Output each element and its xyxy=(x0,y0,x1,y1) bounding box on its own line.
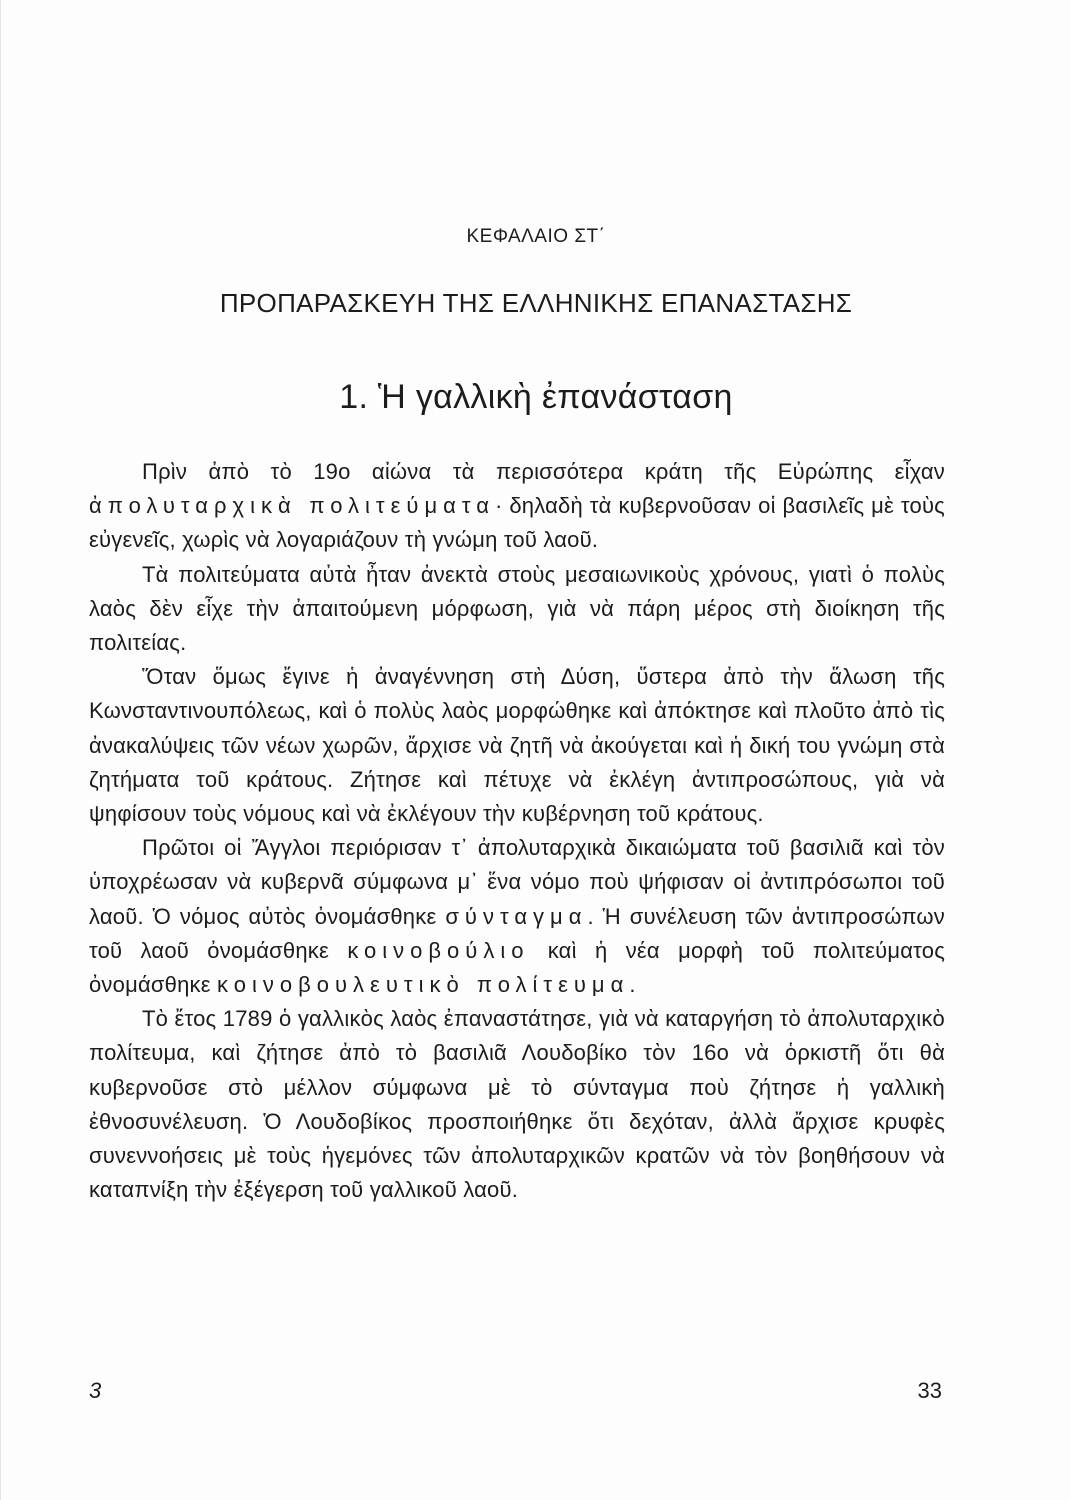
page-number: 33 xyxy=(917,1378,942,1403)
paragraph-3: Ὅταν ὅμως ἔγινε ἡ ἀναγέννηση στὴ Δύση, ὕστερα ἀπὸ τὴν ἅλωση τῆς Κωνσταντινουπόλεως, καὶ ὁ πολὺς λαὸς μορφώθηκε καὶ ἀπόκτησε καὶ πλοῦτο ἀπὸ τὶς ἀνακαλύψεις τῶν νέων χωρῶν, ἄρχισε νὰ ζητῆ νὰ ἀκούγεται καὶ ἡ δική του γνώμη στὰ ζητήματα τοῦ κράτους. Ζήτησε καὶ πέτυχε νὰ ἐκλέγη ἀντιπροσώπους, γιὰ νὰ ψηφίσουν τοὺς νόμους καὶ νὰ ἐκλέγουν τὴν κυβέρνηση τοῦ κράτους. xyxy=(89,664,945,827)
paragraph-1-text-a: Πρὶν ἀπὸ τὸ 19ο αἰώνα τὰ περισσότερα κράτη τῆς Εὐρώπης εἶχαν xyxy=(142,459,945,484)
paragraph-4-text-g: . xyxy=(629,972,636,998)
emphasis-absolutist-regimes: ἀπολυταρχικὰ πολιτεύματα xyxy=(89,493,495,519)
paragraph-2: Τὰ πολιτεύματα αὐτὰ ἦταν ἀνεκτὰ στοὺς μεσαιωνικοὺς χρόνους, γιατὶ ὁ πολὺς λαὸς δὲν εἶχε τὴν ἀπαιτούμενη μόρφωση, γιὰ νὰ πάρη μέρος στὴ διοίκηση τῆς πολιτείας. xyxy=(89,561,945,656)
paragraph-1 xyxy=(89,455,945,558)
paragraph-5: Τὸ ἔτος 1789 ὁ γαλλικὸς λαὸς ἐπαναστάτησε, γιὰ νὰ καταργήση τὸ ἀπολυταρχικὸ πολίτευμα, καὶ ζήτησε ἀπὸ τὸ βασιλιᾶ Λουδοβίκο τὸν 16ο νὰ ὁρκιστῆ ὅτι θὰ κυβερνοῦσε στὸ μέλλον σύμφωνα μὲ τὸ σύνταγμα ποὺ ζήτησε ἡ γαλλικὴ ἐθνοσυνέλευση. Ὁ Λουδοβίκος προσποιήθηκε ὅτι δεχόταν, ἀλλὰ ἄρχισε κρυφὲς συνεννοήσεις μὲ τοὺς ἡγεμόνες τῶν ἀπολυταρχικῶν κρατῶν νὰ τὸν βοηθήσουν νὰ καταπνίξη τὴν ἐξέγερση τοῦ γαλλικοῦ λαοῦ. xyxy=(89,1006,945,1203)
paragraph-4-text-c: . Ἡ συνέλευση τῶν ἀντιπροσώπων τοῦ λαοῦ ὀνομάσθηκε xyxy=(89,903,945,963)
section-title: 1. Ἡ γαλλικὴ ἐπανάσταση xyxy=(339,378,733,416)
emphasis-parliament: κοινοβούλιο xyxy=(347,937,530,963)
chapter-label: ΚΕΦΑΛΑΙΟ ΣΤ΄ xyxy=(466,226,606,247)
chapter-title: ΠΡΟΠΑΡΑΣΚΕΥΗ ΤΗΣ ΕΛΛΗΝΙΚΗΣ ΕΠΑΝΑΣΤΑΣΗΣ xyxy=(219,288,853,318)
emphasis-parliamentary-regime: κοινοβουλευτικὸ πολίτευμα xyxy=(217,972,630,998)
signature-mark: 3 xyxy=(89,1378,102,1403)
body-text xyxy=(89,455,945,1207)
paragraph-4-text-a: Πρῶτοι οἱ Ἄγγλοι περιόρισαν τ᾽ ἀπολυταρχικὰ δικαιώματα τοῦ βασιλιᾶ καὶ τὸν ὑποχρέωσαν νὰ κυβερνᾶ σύμφωνα μ᾽ ἕνα νόμο ποὺ ψήφισαν οἱ ἀντιπρόσωποι τοῦ λαοῦ. Ὁ νόμος αὐτὸς ὀνομάσθηκε xyxy=(89,835,945,929)
paragraph-4-text-e: καὶ ἡ νέα μορφὴ τοῦ πολιτεύματος ὀνομάσθηκε xyxy=(89,937,945,998)
paragraph-4 xyxy=(89,831,945,1002)
paragraph-1-text-c: · δηλαδὴ τὰ κυβερνοῦσαν οἱ βασιλεῖς μὲ τοὺς εὐγενεῖς, χωρὶς νὰ λογαριάζουν τὴ γνώμη τοῦ λαοῦ. xyxy=(89,493,945,553)
emphasis-constitution: σύνταγμα xyxy=(445,903,588,929)
